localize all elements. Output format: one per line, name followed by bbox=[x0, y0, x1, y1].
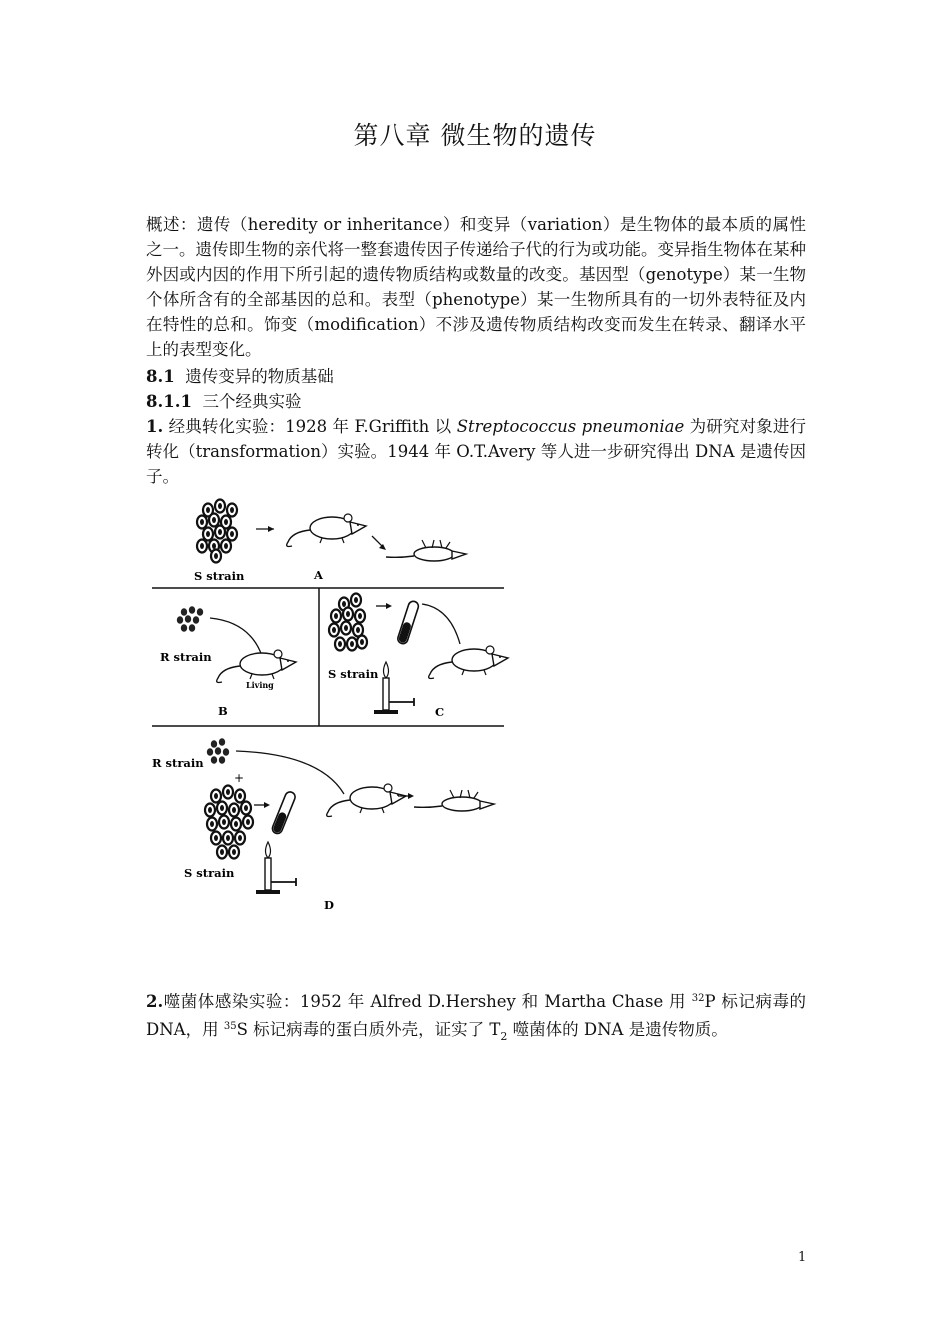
s-strain-colony-d bbox=[205, 786, 253, 859]
experiment-2-text-1: 噬菌体感染实验：1952 年 Alfred D.Hershey 和 Martha Chase 用 bbox=[163, 992, 692, 1011]
mouse-dead-a bbox=[386, 540, 466, 561]
panel-b-label: B bbox=[218, 704, 228, 718]
r-strain-label-b: R strain bbox=[160, 650, 212, 664]
section-number: 8.1 bbox=[146, 367, 175, 386]
intro-paragraph: 概述：遗传（heredity or inheritance）和变异（variation）是生物体的最本质的属性之一。遗传即生物的亲代将一整套遗传因子传递给子代的行为或功能。变异指生物体在某种外因或内因的作用下所引起的遗传物质结构或数量的改变。基因型（genotype）某一生物个体所含有的全部基因的总和。表型（phenotype）某一生物所具有的一切外表特征及内在特性的总和。饰变（modification）不涉及遗传物质结构改变而发生在转录、翻译水平上的表型变化。 bbox=[146, 215, 806, 359]
experiment-2-text-2: P 标记病毒的 DNA，用 bbox=[146, 992, 806, 1039]
section-title: 遗传变异的物质基础 bbox=[185, 367, 334, 386]
subsection-number: 8.1.1 bbox=[146, 392, 192, 411]
mouse-alive-d bbox=[327, 784, 406, 817]
subsection-heading bbox=[146, 389, 806, 414]
experiment-1-paragraph bbox=[146, 414, 806, 489]
mouse-alive-c bbox=[429, 646, 508, 679]
s-strain-label-d: S strain bbox=[184, 866, 235, 880]
burner-d bbox=[256, 842, 296, 894]
panel-c-label: C bbox=[435, 705, 445, 719]
experiment-2-text-4: 噬菌体的 DNA 是遗传物质。 bbox=[507, 1020, 728, 1039]
s35-superscript: 35 bbox=[223, 1021, 237, 1032]
page-title: 第八章 微生物的遗传 bbox=[353, 121, 597, 150]
test-tube-d bbox=[271, 790, 297, 835]
test-tube-c bbox=[397, 600, 420, 645]
s-strain-colony-c bbox=[329, 594, 367, 651]
burner-c bbox=[374, 662, 414, 714]
griffith-experiment-figure bbox=[150, 492, 510, 917]
section-heading bbox=[146, 364, 806, 389]
arrow-b bbox=[210, 618, 262, 656]
experiment-2-number: 2. bbox=[146, 992, 164, 1011]
mouse-dead-d bbox=[414, 790, 494, 811]
p32-superscript: 32 bbox=[691, 993, 705, 1004]
s-strain-label-a: S strain bbox=[194, 569, 245, 583]
living-label: Living bbox=[246, 680, 274, 690]
page-number: 1 bbox=[798, 1250, 807, 1265]
plus-sign: + bbox=[234, 771, 245, 785]
t2-subscript: 2 bbox=[500, 1030, 508, 1043]
mouse-alive-b bbox=[217, 650, 296, 683]
experiment-1-number: 1. bbox=[146, 417, 164, 436]
arrow-d1 bbox=[236, 751, 344, 794]
experiment-2-text-3: S 标记病毒的蛋白质外壳，证实了 T bbox=[236, 1020, 501, 1039]
panel-a-label: A bbox=[314, 568, 323, 582]
r-strain-colony-d bbox=[207, 738, 229, 764]
experiment-2-paragraph bbox=[146, 986, 806, 1049]
experiment-1-text-after: 为研究对象进行转化（transformation）实验。1944 年 O.T.Avery 等人进一步研究得出 DNA 是遗传因子。 bbox=[146, 417, 807, 486]
s-strain-colony-a bbox=[197, 500, 237, 563]
panel-d-label: D bbox=[324, 898, 334, 912]
r-strain-label-d: R strain bbox=[152, 756, 204, 770]
s-strain-label-c: S strain bbox=[328, 667, 379, 681]
experiment-1-text-before: 经典转化实验：1928 年 F.Griffith 以 bbox=[168, 417, 457, 436]
r-strain-colony-b bbox=[177, 606, 203, 632]
mouse-alive-a bbox=[287, 514, 366, 547]
arrow-c2 bbox=[422, 604, 460, 644]
subsection-title: 三个经典实验 bbox=[202, 392, 302, 411]
species-name: Streptococcus pneumoniae bbox=[456, 417, 685, 436]
